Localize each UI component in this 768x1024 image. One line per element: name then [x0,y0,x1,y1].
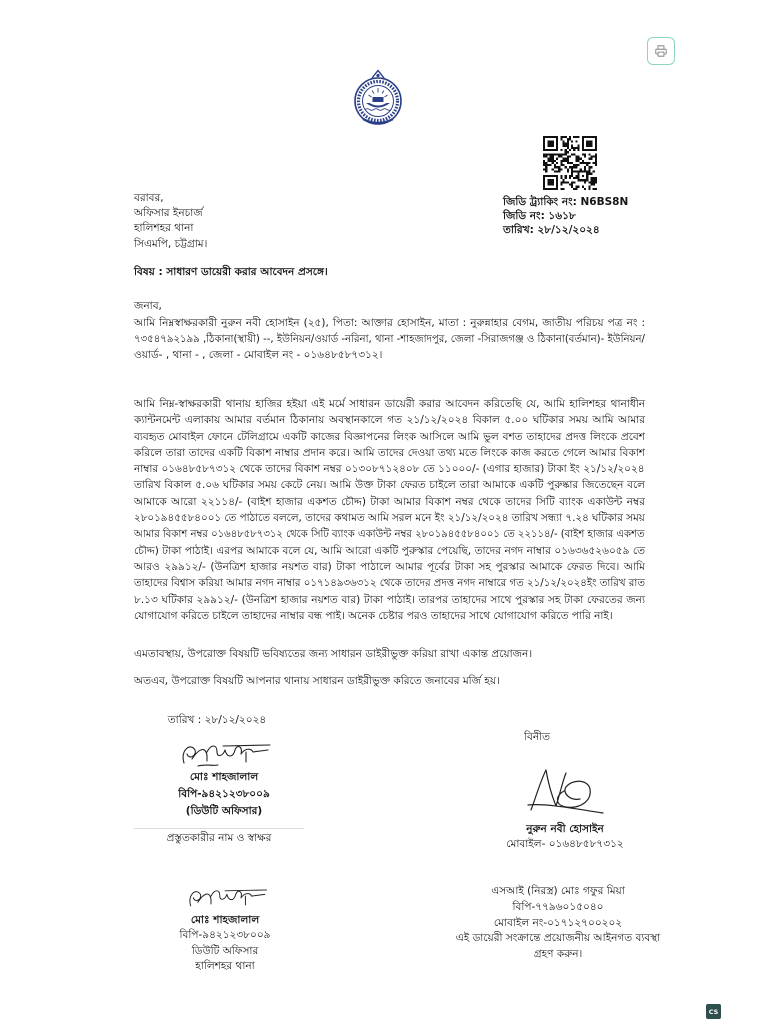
gd-number: জিডি নং: ১৬১৮ [503,210,576,223]
body-line: আমাকে আরো ২২১১৪/- (বাইশ হাজার একশত চৌদ্দ) টাকা আমার বিকাশ নম্বর থেকে তাদের সিটি ব্যাংক একাউন্ট নম্বর [134,495,645,508]
printer-icon [654,44,668,58]
subject-line: বিষয় : সাধারণ ডায়েরী করার আবেদন প্রসঙ্গে। [134,266,328,278]
body-line: ব্যবহৃত মোবাইল ফোনে টেলিগ্রামে একটি কাজের বিজ্ঞাপনের লিংক আসিলে আমি ভুল বশত তাহাদের প্রদত্ত লিংকে প্রবেশ [134,430,645,443]
applicant-name: নুরুন নবী হোসাইন [526,823,604,835]
assigned-officer-name: এসআই (নিরস্ত্র) মোঃ গফুর মিয়া [491,885,625,897]
intro-line: ওয়ার্ড- , থানা - , জেলা - মোবাইল নং - ০১৬৪৮৫৮৭৩১২। [134,349,383,361]
recipient-line: অফিসার ইনচার্জ [134,207,203,220]
body-line: ২৮০১৯৪৫৫৮৪০০১ তে পাঠাতে বললে, তাদের কথামত আমি সরল মনে ইং ২১/১২/২০২৪ তারিখ সন্ধ্যা ৭.২৪ ঘটিকার সময় [134,512,645,525]
applicant-details-paragraph [134,315,645,363]
body-line: ক্যান্টনমেন্ট এলাকায় আমার বর্তমান ঠিকানায় অবস্থানকালে গত ২১/১২/২০২৪ বিকাল ৫.০০ ঘটিকার সময় আমি আমার [134,414,645,427]
body-line: তাহাদের বিশ্বাস করিয়া আমার নগদ নাম্বার ০১৭১৪৯৩৬৩১২ থেকে তাদের প্রদত্ত নগদ নাম্বারে গত ২১/১২/২০২৪ইং তারিখ রাত [134,577,645,590]
duty-officer-role: ডিউটি অফিসার [191,944,259,957]
prepared-by-details [144,769,304,820]
assigned-officer-details [438,884,678,963]
applicant-details [485,822,645,852]
recipient-line: সিএমপি, চট্টগ্রাম। [134,237,208,250]
body-line: চৌদ্দ) টাকা পাঠাই। এরপর আমাকে বলে যে, আমি আরো একটি পুরুস্কার পেয়েছি, তাদের নগদ নাম্বার ০১৬৩৬৫২৬০৫৯ তে [134,544,645,557]
police-emblem [352,68,404,128]
prepared-date: তারিখ : ২৮/১২/২০২৪ [167,714,267,726]
complaint-paragraph [134,396,645,624]
officer-name: মোঃ শাহজালাল [189,771,259,783]
assigned-officer-instruction: গ্রহণ করুন। [533,948,583,960]
body-line: করিলে তারা তাদের একটি বিকাশ নাম্বার প্রদান করে। আমি তাদের দেওয়া তথ্য মতে লিংকে কাজ করতে গেলে আমার বিকাশ [134,446,645,459]
signature-prepared-by [176,736,272,770]
assigned-officer-mobile: মোবাইল নং-০১৭১২৭০০২০২ [493,916,623,929]
closing-line: অতএব, উপরোক্ত বিষয়টি আপনার থানায় সাধারন ডাইরীভুক্ত করিতে জনাবের মর্জি হয়। [134,675,500,687]
gd-tracking-number: জিডি ট্র্যাকিং নং: N6BS8N [503,196,629,208]
salutation: জনাব, [134,300,162,312]
signature-applicant [526,762,606,820]
gd-date: তারিখ: ২৮/১২/২০২৪ [503,224,600,237]
duty-officer-bp-number: বিপি-৯৪২১২৩৮০০৯ [179,929,271,942]
officer-bp-number: বিপি-৯৪২১২৩৮০০৯ [178,788,270,800]
closing-line: এমতাবস্থায়, উপরোক্ত বিষয়টি ভবিষ্যতের জন্য সাধারন ডাইরীভুক্ত করিয়া রাখা একান্ত প্রয়োজন। [134,648,533,660]
recipient-address [134,191,394,252]
duty-officer-name: মোঃ শাহজালাল [190,914,260,926]
qr-code [543,136,597,190]
intro-line: ৭৩৫৪৭৯২১৯৯ ,ঠিকানা(স্থায়ী) --, ইউনিয়ন/ওয়ার্ড -নরিনা, থানা -শাহজাদপুর, জেলা -সিরাজগঞ্জ ও ঠিকানা(বর্তমান)- ইউনিয়ন/ [134,333,645,345]
recipient-line: বরাবর, [134,192,164,204]
intro-line: আমি নিম্নস্বাক্ষরকারী নুরুন নবী হোসাইন (২৫), পিতা: আক্তার হোসাইন, মাতা : নুরুন্নাহার বেগম, জাতীয় পরিচয় পত্র নং : [134,317,645,329]
prepared-by-caption: প্রস্তুতকারীর নাম ও স্বাক্ষর [166,832,272,844]
scanner-logo: CS [706,1004,721,1019]
assigned-officer-instruction: এই ডায়েরী সংক্রান্তে প্রয়োজনীয় আইনগত ব্যবস্থা [455,932,661,945]
assigned-officer-bp-number: বিপি-৭৭৯৬০১৫০৪০ [512,900,604,913]
body-line: নাম্বার ০১৬৪৮৫৮৭৩১২ থেকে তাদের বিকাশ নম্বর ০১৩০৮৭১২৪০৮ তে ১১০০০/- (এগার হাজার) টাকা ইং ২১/১২/২০২৪ [134,463,645,476]
body-line: তারিখ বিকাল ৫.০৬ ঘটিকার সময় কেটে নেয়। আমি উক্ত টাকা ফেরত চাইলে তারা আমাকে একটি পুরুষ্কার জিতেছেন বলে [134,479,645,492]
signature-duty-officer [178,882,274,912]
recipient-line: হালিশহর থানা [134,222,194,235]
body-line: আমি নিম্ন-স্বাক্ষরকারী থানায় হাজির হইয়া এই মর্মে সাধারন ডায়েরী করার আবেদন করিতেছি যে, আমি হালিশহর থানাধীন [134,398,645,410]
body-line: ৮.১৩ ঘটিকার ২৯৯১২/- (উনত্রিশ হাজার নয়শত বার) টাকা পাঠাই। তারপর তাহাদের সাথে পুরস্কার সহ টাকা ফেরতের জন্য [134,593,645,606]
applicant-mobile: মোবাইল- ০১৬৪৮৫৮৭৩১২ [506,838,624,850]
officer-role: (ডিউটি অফিসার) [185,805,263,817]
body-line: আমার বিকাশ নম্বর ০১৬৪৮৫৮৭৩১২ থেকে সিটি ব্যাংক একাউন্ট নম্বর ২৮০১৯৪৫৫৮৪০০১ তে ২২১১৪/- (বাইশ হাজার একশত [134,528,645,541]
signature-rule [134,828,304,829]
gd-info [503,195,645,238]
print-button[interactable] [647,37,675,65]
valediction: বিনীত [524,731,550,743]
duty-officer-station: হালিশহর থানা [195,959,255,972]
body-line: যোগাযোগ করিতে চাইলে তাহাদের নাম্বার বন্ধ পাই। অনেক চেষ্টার পরও তাহাদের সাথে যোগাযোগ করিতে পারি নাই। [134,609,613,622]
duty-officer-details [145,913,305,974]
body-line: আরও ২৯৯১২/- (উনত্রিশ হাজার নয়শত বার) টাকা পাঠালে আমার পূর্বের টাকা সহ পুরস্কার আমাকে ফেরত দিবে। আমি [134,560,645,573]
